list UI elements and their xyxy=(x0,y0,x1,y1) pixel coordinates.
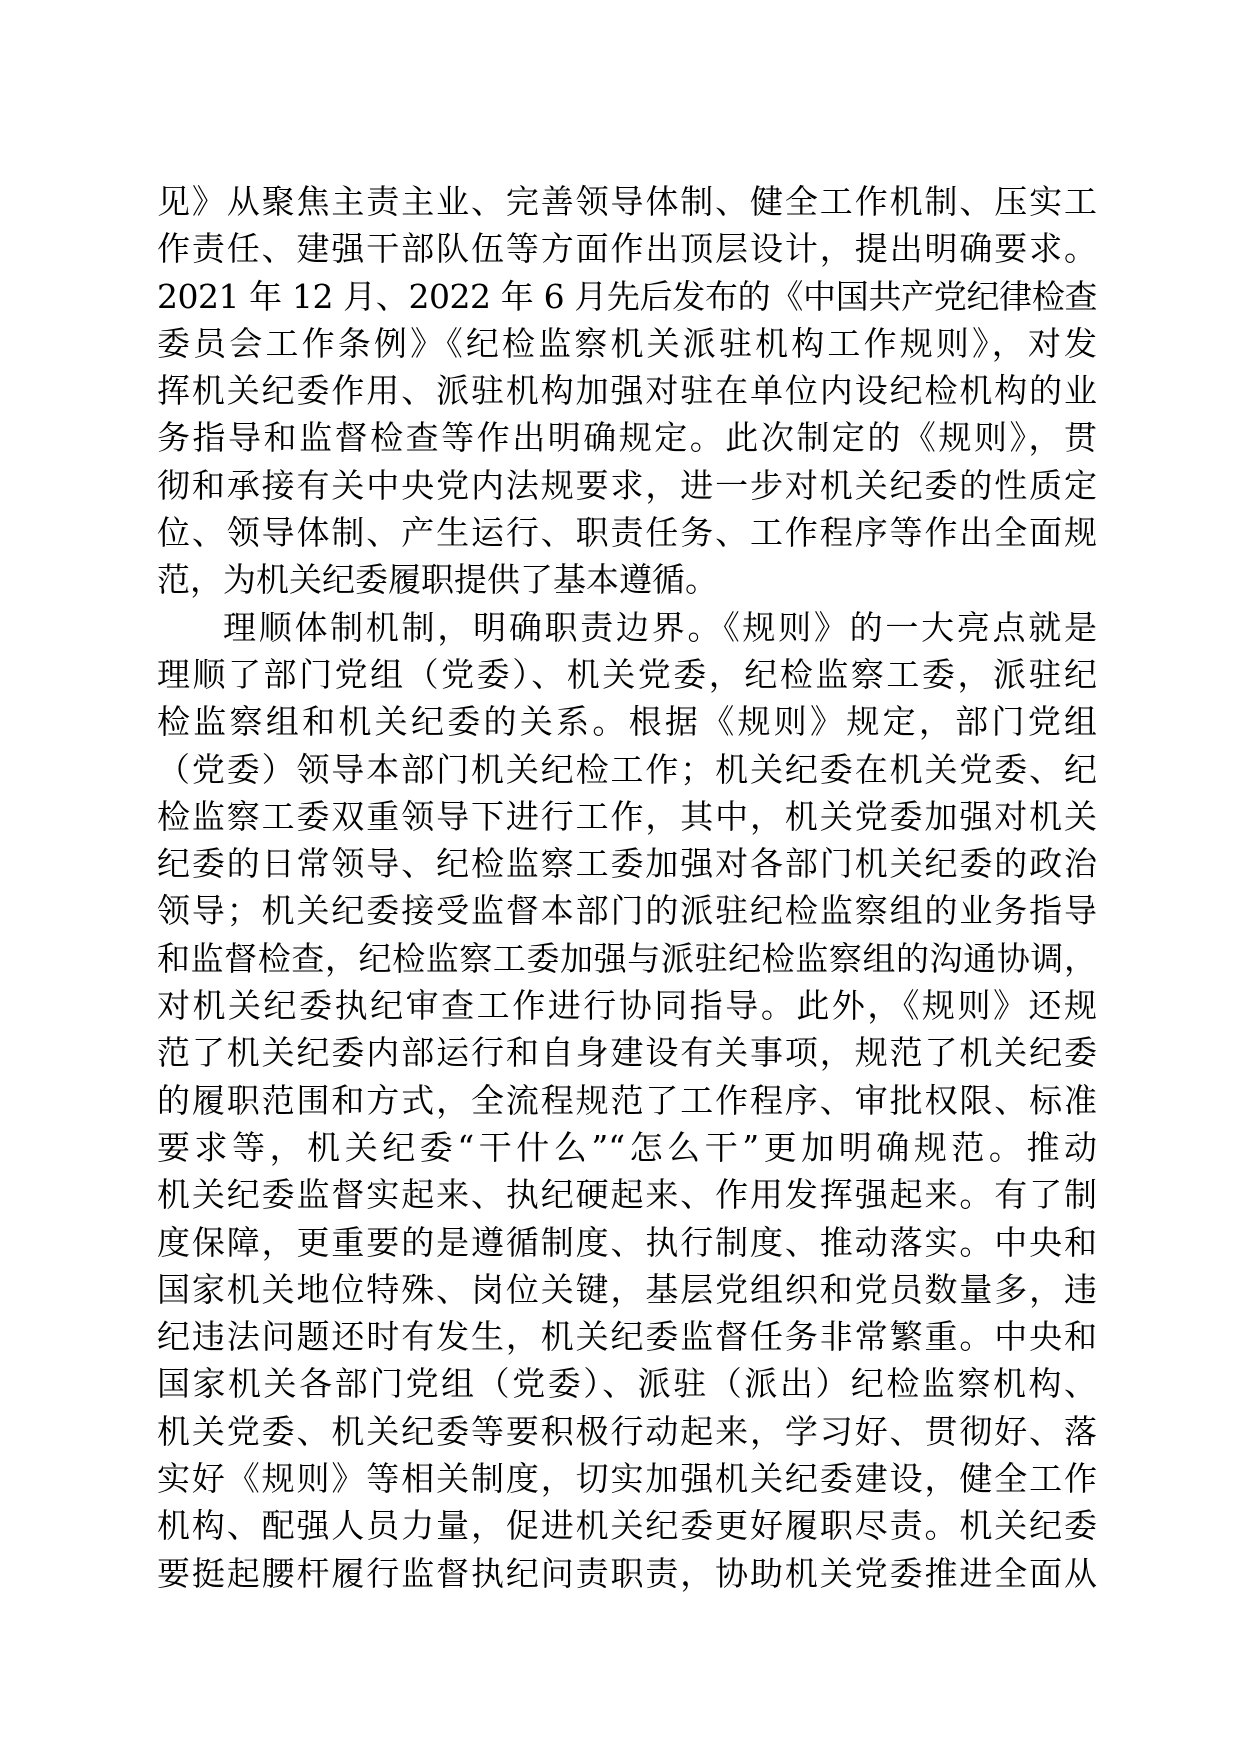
text-line: 检监察工委双重领导下进行工作，其中，机关党委加强对机关 xyxy=(157,796,1097,836)
text-line: 务指导和监督检查等作出明确规定。此次制定的《规则》，贯 xyxy=(157,418,1097,458)
text-line: 作责任、建强干部队伍等方面作出顶层设计，提出明确要求。 xyxy=(157,229,1097,269)
text-line: 位、领导体制、产生运行、职责任务、工作程序等作出全面规 xyxy=(157,513,1097,553)
text-line: 机关党委、机关纪委等要积极行动起来，学习好、贯彻好、落 xyxy=(157,1411,1097,1451)
text-line: 检监察组和机关纪委的关系。根据《规则》规定，部门党组 xyxy=(157,702,1097,742)
text-line: 范了机关纪委内部运行和自身建设有关事项，规范了机关纪委 xyxy=(157,1033,1097,1073)
text-line: 纪违法问题还时有发生，机关纪委监督任务非常繁重。中央和 xyxy=(157,1317,1097,1357)
text-line: 国家机关地位特殊、岗位关键，基层党组织和党员数量多，违 xyxy=(157,1269,1097,1309)
text-line: 机构、配强人员力量，促进机关纪委更好履职尽责。机关纪委 xyxy=(157,1506,1097,1546)
text-line: 理顺了部门党组（党委）、机关党委，纪检监察工委，派驻纪 xyxy=(157,654,1097,694)
text-line: 彻和承接有关中央党内法规要求，进一步对机关纪委的性质定 xyxy=(157,465,1097,505)
text-line: 要求等，机关纪委“干什么”“怎么干”更加明确规范。推动 xyxy=(157,1127,1097,1167)
paragraph xyxy=(157,178,1097,604)
text-line: 见》从聚焦主责主业、完善领导体制、健全工作机制、压实工 xyxy=(157,182,1097,221)
body-text xyxy=(157,178,1097,1597)
text-line: 挥机关纪委作用、派驻机构加强对驻在单位内设纪检机构的业 xyxy=(157,371,1097,411)
text-line: 和监督检查，纪检监察工委加强与派驻纪检监察组的沟通协调， xyxy=(157,938,1097,978)
text-line: 2021 年 12 月、2022 年 6 月先后发布的《中国共产党纪律检查 xyxy=(157,276,1097,316)
text-line: 领导；机关纪委接受监督本部门的派驻纪检监察组的业务指导 xyxy=(157,891,1097,931)
text-line: 委员会工作条例》《纪检监察机关派驻机构工作规则》，对发 xyxy=(157,323,1097,363)
text-line: 的履职范围和方式，全流程规范了工作程序、审批权限、标准 xyxy=(157,1080,1097,1120)
text-line: 国家机关各部门党组（党委）、派驻（派出）纪检监察机构、 xyxy=(157,1364,1097,1404)
text-line: 理顺体制机制，明确职责边界。《规则》的一大亮点就是 xyxy=(223,607,1097,647)
text-line: 机关纪委监督实起来、执纪硬起来、作用发挥强起来。有了制 xyxy=(157,1175,1097,1215)
text-line: 范，为机关纪委履职提供了基本遵循。 xyxy=(157,560,718,600)
text-line: 要挺起腰杆履行监督执纪问责职责，协助机关党委推进全面从 xyxy=(157,1553,1097,1593)
paragraph xyxy=(157,604,1097,1597)
text-line: （党委）领导本部门机关纪检工作；机关纪委在机关党委、纪 xyxy=(157,749,1097,789)
text-line: 实好《规则》等相关制度，切实加强机关纪委建设，健全工作 xyxy=(157,1459,1097,1499)
text-line: 纪委的日常领导、纪检监察工委加强对各部门机关纪委的政治 xyxy=(157,844,1097,884)
text-line: 度保障，更重要的是遵循制度、执行制度、推动落实。中央和 xyxy=(157,1222,1097,1262)
text-line: 对机关纪委执纪审查工作进行协同指导。此外，《规则》还规 xyxy=(157,986,1097,1026)
